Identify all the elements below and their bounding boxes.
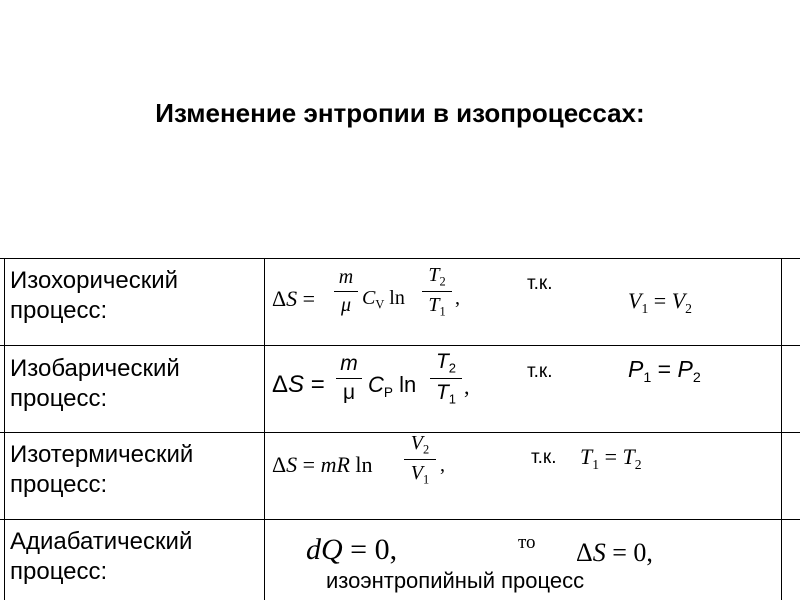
- row-name-isochoric: Изохорический процесс:: [10, 267, 179, 324]
- condition-isochoric: $V_1 = V_2$: [628, 288, 692, 316]
- since-label: т.к.: [527, 273, 553, 294]
- column-divider: [264, 258, 265, 600]
- row-name-adiabatic: Адиабатический процесс:: [10, 528, 193, 585]
- column-divider: [781, 258, 782, 600]
- since-label: т.к.: [531, 447, 557, 468]
- condition-isobaric: $P_1 = P_2$: [628, 356, 701, 386]
- row-divider: [0, 432, 800, 433]
- row-name-isothermal: Изотермический процесс:: [10, 441, 194, 498]
- page-title: Изменение энтропии в изопроцессах:: [155, 98, 645, 128]
- entropy-zero-formula: ΔS = 0,: [576, 538, 653, 567]
- row-divider: [0, 519, 800, 520]
- isentropic-note: изоэнтропийный процесс: [326, 568, 585, 593]
- formula-adiabatic: dQ = 0,: [306, 533, 398, 566]
- row-name-isobaric: Изобарический процесс:: [10, 355, 180, 412]
- since-label: т.к.: [527, 361, 553, 382]
- condition-isothermal: $T_1 = T_2$: [580, 444, 642, 472]
- table-top-border: [0, 258, 800, 259]
- then-label: то: [518, 532, 536, 553]
- column-divider: [4, 258, 5, 600]
- row-divider: [0, 345, 800, 346]
